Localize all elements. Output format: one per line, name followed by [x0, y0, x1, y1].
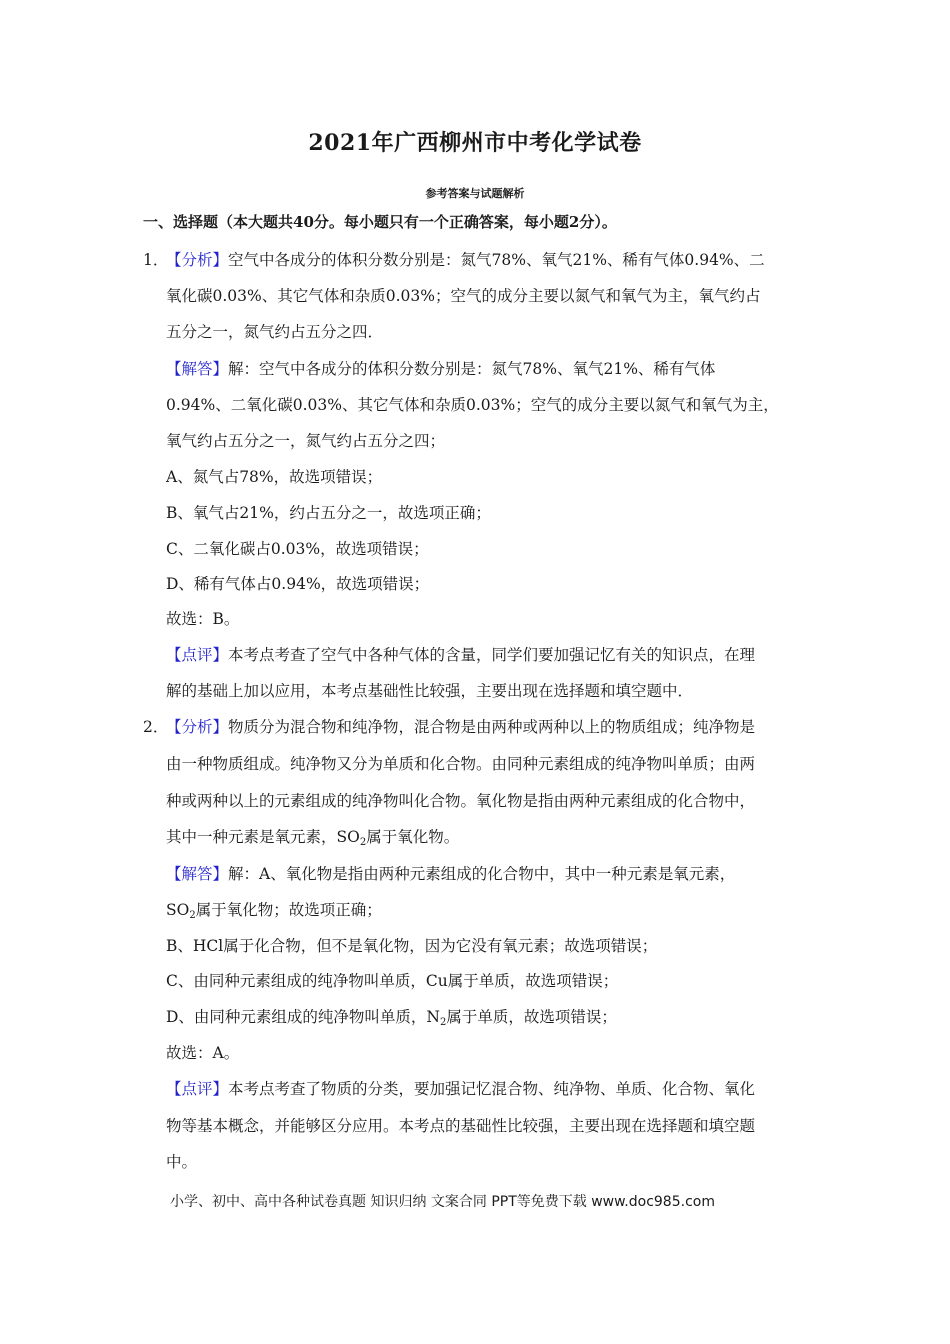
answer-tag: 【解答】 [166, 865, 229, 883]
q1-answer-line-2: 0.94%、二氧化碳0.03%、其它气体和杂质0.03%；空气的成分主要以氮气和氧气为主， [166, 396, 779, 414]
q1-option-b: B、氧气占21%，约占五分之一，故选项正确； [166, 504, 491, 522]
q1-analysis-line-3: 五分之一，氮气约占五分之四． [166, 323, 384, 341]
q2-answer-text-2a: SO [166, 901, 190, 919]
q1-answer-line-1 [166, 359, 715, 379]
q1-answer-line-3: 氧气约占五分之一，氮气约占五分之四； [166, 432, 446, 450]
subscript: 2 [189, 910, 196, 921]
q1-comment-line-1 [166, 645, 755, 665]
q2-comment-text-1: 本考点考查了物质的分类，要加强记忆混合物、纯净物、单质、化合物、氧化 [228, 1080, 756, 1098]
q2-choice: 故选：A。 [166, 1044, 240, 1062]
q1-option-a: A、氮气占78%，故选项错误； [166, 468, 383, 486]
section-heading: 一、选择题（本大题共40分。每小题只有一个正确答案，每小题2分）。 [143, 213, 617, 231]
q2-option-b: B、HCl属于化合物，但不是氧化物，因为它没有氧元素；故选项错误； [166, 937, 658, 955]
q2-analysis-text-1: 物质分为混合物和纯净物，混合物是由两种或两种以上的物质组成；纯净物是 [228, 718, 756, 736]
q1-analysis-line-1 [166, 250, 765, 270]
q2-comment-line-2: 物等基本概念，并能够区分应用。本考点的基础性比较强，主要出现在选择题和填空题 [166, 1117, 756, 1135]
comment-tag: 【点评】 [166, 1080, 229, 1098]
q2-comment-line-3: 中。 [166, 1153, 198, 1171]
q2-option-d-text-a: D、由同种元素组成的纯净物叫单质，N [166, 1008, 440, 1026]
q2-option-d-text-b: 属于单质，故选项错误； [446, 1008, 617, 1026]
q2-answer-line-1 [166, 864, 735, 884]
q1-choice: 故选：B。 [166, 610, 240, 628]
q2-option-c: C、由同种元素组成的纯净物叫单质，Cu属于单质，故选项错误； [166, 972, 619, 990]
subscript: 2 [440, 1017, 447, 1028]
comment-tag: 【点评】 [166, 646, 229, 664]
page-title: 2021年广西柳州市中考化学试卷 [308, 130, 642, 156]
analysis-tag: 【分析】 [166, 251, 229, 269]
q2-analysis-line-2: 由一种物质组成。纯净物又分为单质和化合物。由同种元素组成的纯净物叫单质；由两 [166, 755, 756, 773]
q2-answer-text-1: 解：A、氧化物是指由两种元素组成的化合物中，其中一种元素是氧元素， [228, 865, 736, 883]
question-1-number: 1． [143, 251, 169, 269]
subscript: 2 [359, 837, 367, 848]
q2-analysis-line-3: 种或两种以上的元素组成的纯净物叫化合物。氧化物是指由两种元素组成的化合物中， [166, 792, 756, 810]
q1-comment-line-2: 解的基础上加以应用，本考点基础性比较强，主要出现在选择题和填空题中． [166, 682, 694, 700]
q2-comment-line-1 [166, 1079, 755, 1099]
answer-tag: 【解答】 [166, 360, 229, 378]
q2-analysis-text-4a: 其中一种元素是氧元素，SO [166, 828, 360, 846]
question-2-number: 2． [143, 718, 169, 736]
q2-option-d [166, 1007, 617, 1033]
q2-analysis-text-4b: 属于氧化物。 [366, 828, 460, 846]
q2-analysis-line-1 [166, 717, 755, 737]
q2-analysis-line-4 [166, 827, 459, 853]
q1-analysis-text-1: 空气中各成分的体积分数分别是：氮气78%、氧气21%、稀有气体0.94%、二 [228, 251, 765, 269]
q1-option-d: D、稀有气体占0.94%，故选项错误； [166, 575, 430, 593]
page-footer: 小学、初中、高中各种试卷真题 知识归纳 文案合同 PPT等免费下载 www.doc985.com [170, 1194, 715, 1210]
q2-answer-line-2 [166, 900, 382, 926]
analysis-tag: 【分析】 [166, 718, 229, 736]
page-subtitle: 参考答案与试题解析 [425, 187, 525, 200]
q1-answer-text-1: 解：空气中各成分的体积分数分别是：氮气78%、氧气21%、稀有气体 [228, 360, 716, 378]
q2-answer-text-2b: 属于氧化物；故选项正确； [195, 901, 382, 919]
q1-comment-text-1: 本考点考查了空气中各种气体的含量，同学们要加强记忆有关的知识点，在理 [228, 646, 756, 664]
q1-option-c: C、二氧化碳占0.03%，故选项错误； [166, 540, 429, 558]
q1-analysis-line-2: 氧化碳0.03%、其它气体和杂质0.03%；空气的成分主要以氮气和氧气为主，氧气约占 [166, 287, 761, 305]
